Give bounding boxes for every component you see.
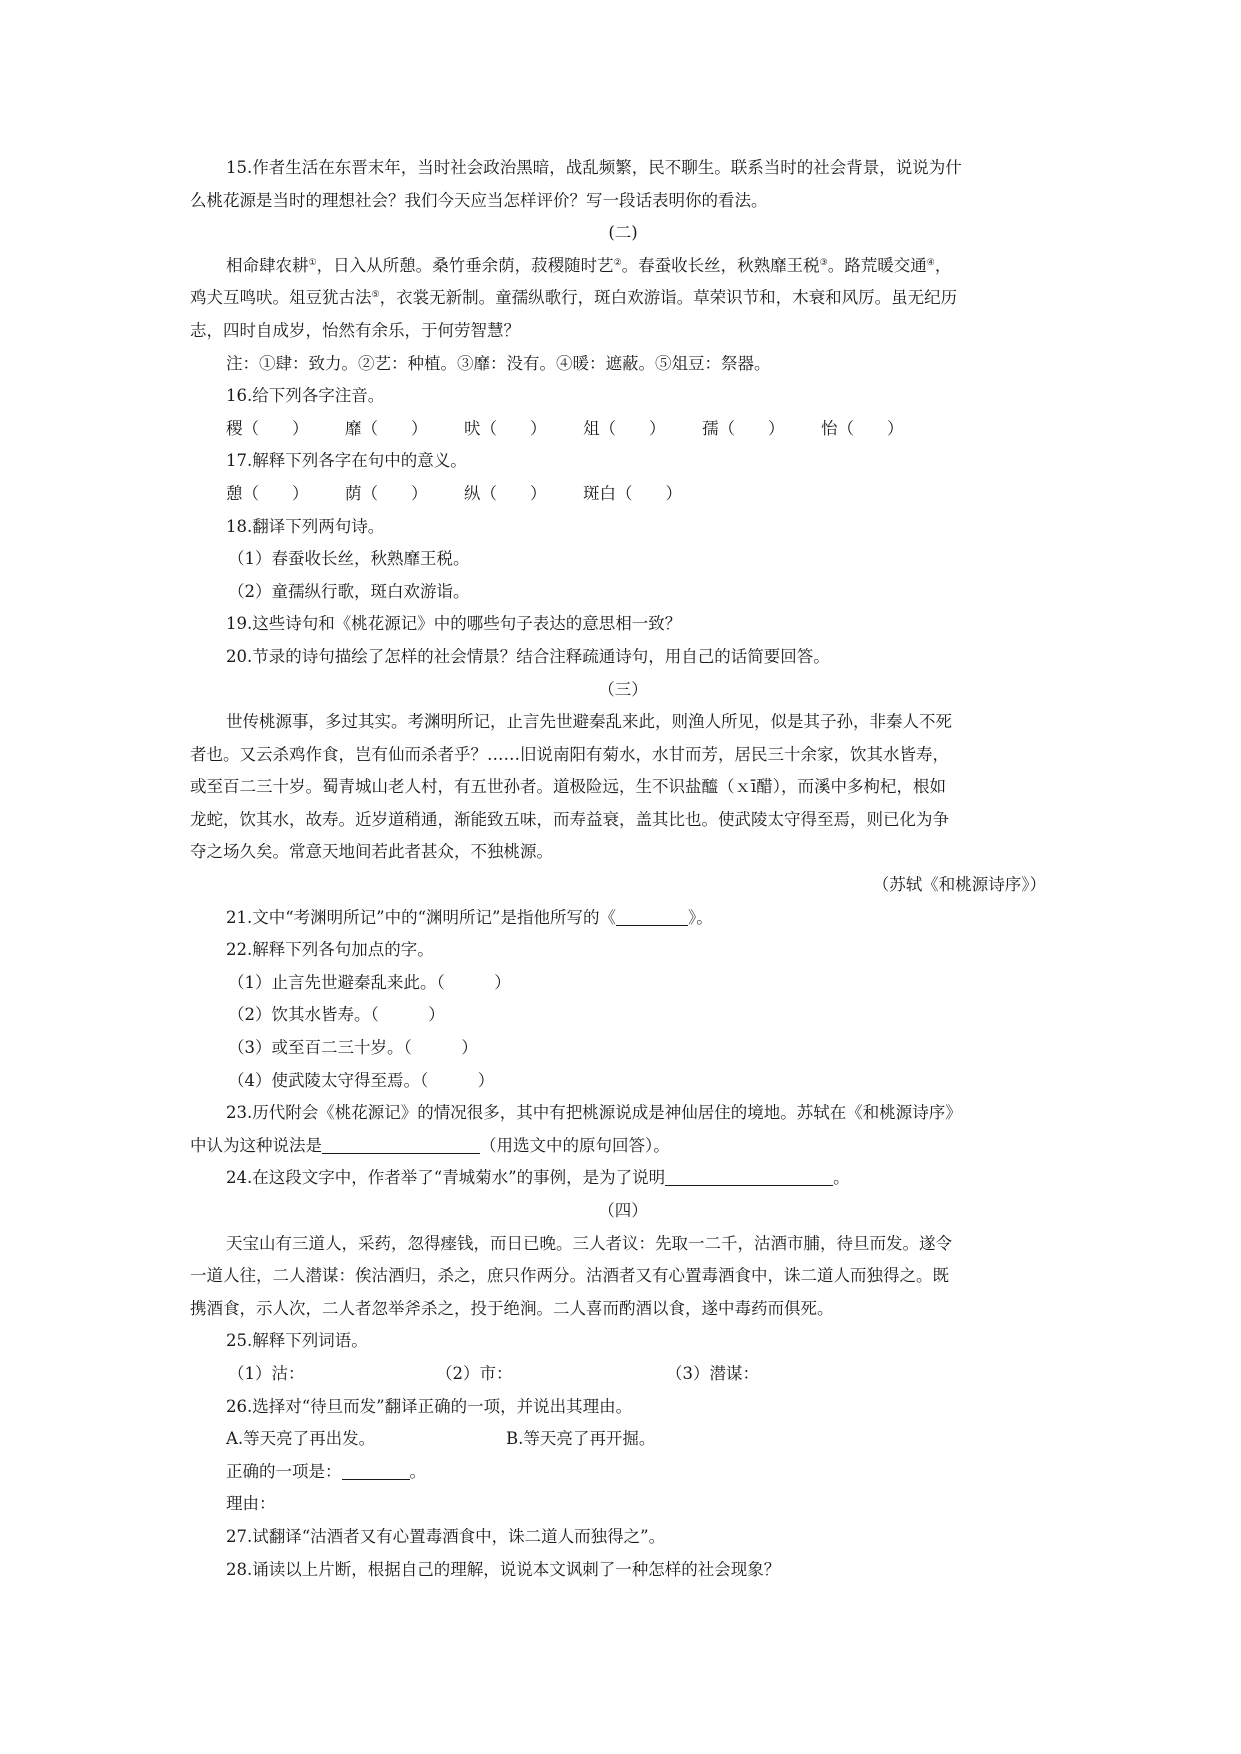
pinyin-blank[interactable]: 吠（ ） xyxy=(464,418,547,438)
footnote-mark: ③ xyxy=(819,257,828,268)
footnote-mark: ④ xyxy=(926,257,935,268)
answer-blank[interactable] xyxy=(665,1165,833,1186)
question-22-item1: （1）止言先世避秦乱来此。（ ） xyxy=(228,972,511,992)
question-17-items xyxy=(190,478,1056,511)
section-4-heading: （四） xyxy=(598,1201,648,1220)
question-17: 17.解释下列各字在句中的意义。 xyxy=(226,451,467,471)
answer-blank[interactable] xyxy=(322,1133,480,1154)
question-18: 18.翻译下列两句诗。 xyxy=(226,516,385,536)
passage-3-line5: 夺之场久矣。常意天地间若此者甚众，不独桃源。 xyxy=(190,842,553,862)
footnote-mark: ① xyxy=(308,257,317,268)
question-23-line2: 中认为这种说法是 （用选文中的原句回答）。 xyxy=(190,1130,1056,1163)
passage-4-line1: 天宝山有三道人，采药，忽得瘗钱，而日已晚。三人者议：先取一二千，沽酒市脯，待旦而发。遂令 xyxy=(226,1233,952,1253)
question-20: 20.节录的诗句描绘了怎样的社会情景？结合注释疏通诗句，用自己的话简要回答。 xyxy=(226,646,830,666)
option-a[interactable]: A.等天亮了再出发。 xyxy=(226,1429,376,1449)
passage-3-line4: 龙蛇，饮其水，故寿。近岁道稍通，渐能致五味，而寿益衰，盖其比也。使武陵太守得至焉，则已化为争 xyxy=(190,809,949,829)
question-26-answer: 正确的一项是： 。 xyxy=(190,1456,1056,1489)
passage-4-line2: 一道人往，二人潜谋：俟沽酒归，杀之，庶只作两分。沽酒者又有心置毒酒食中，诛二道人而独得之。既 xyxy=(190,1266,949,1286)
question-16: 16.给下列各字注音。 xyxy=(226,386,385,406)
meaning-blank[interactable]: 荫（ ） xyxy=(345,483,428,503)
question-24: 24.在这段文字中，作者举了“青城菊水”的事例，是为了说明 。 xyxy=(190,1162,1056,1195)
page-content xyxy=(190,152,1056,1586)
question-25: 25.解释下列词语。 xyxy=(226,1331,368,1351)
question-19: 19.这些诗句和《桃花源记》中的哪些句子表达的意思相一致？ xyxy=(226,614,682,634)
question-22: 22.解释下列各句加点的字。 xyxy=(226,940,434,960)
passage-3-source: （苏轼《和桃源诗序》） xyxy=(872,875,1046,895)
meaning-blank[interactable]: 纵（ ） xyxy=(464,483,547,503)
passage-3-line2: 者也。又云杀鸡作食，岂有仙而杀者乎？……旧说南阳有菊水，水甘而芳，居民三十余家，饮其水皆寿， xyxy=(190,744,949,764)
poem-line2: 鸡犬互鸣吠。俎豆犹古法⑤，衣裳无新制。童孺纵歌行，斑白欢游诣。草荣识节和，木衰和风厉。虽无纪历 xyxy=(190,288,958,308)
section-3-heading: （三） xyxy=(598,679,648,699)
question-15-line1: 15.作者生活在东晋末年，当时社会政治黑暗，战乱频繁，民不聊生。联系当时的社会背景，说说为什 xyxy=(226,158,962,177)
footnote-mark: ② xyxy=(613,257,622,268)
poem-line1: 相命肆农耕①，日入从所憩。桑竹垂余荫，菽稷随时艺②。春蚕收长丝，秋熟靡王税③。路荒暖交通④， xyxy=(226,255,952,275)
answer-blank[interactable] xyxy=(342,1459,410,1480)
question-21: 21.文中“考渊明所记”中的“渊明所记”是指他所写的《 》。 xyxy=(190,902,1056,935)
word-answer[interactable]: （2）市： xyxy=(436,1363,513,1383)
poem-notes: 注：①肆：致力。②艺：种植。③靡：没有。④暖：遮蔽。⑤俎豆：祭器。 xyxy=(226,353,771,373)
question-25-items xyxy=(190,1358,1056,1391)
question-26: 26.选择对“待旦而发”翻译正确的一项，并说出其理由。 xyxy=(226,1396,633,1416)
question-22-item3: （3）或至百二三十岁。（ ） xyxy=(228,1038,478,1058)
question-28: 28.诵读以上片断，根据自己的理解，说说本文讽刺了一种怎样的社会现象？ xyxy=(226,1559,781,1579)
pinyin-blank[interactable]: 怡（ ） xyxy=(821,418,904,438)
question-22-item2: （2）饮其水皆寿。（ ） xyxy=(228,1005,445,1025)
passage-3-line3: 或至百二三十岁。蜀青城山老人村，有五世孙者。道极险远，生不识盐醯（ｘī醋），而溪中多枸杞，根如 xyxy=(190,777,947,797)
question-18-item2: （2）童孺纵行歌，斑白欢游诣。 xyxy=(228,581,470,601)
word-answer[interactable]: （1）沽： xyxy=(228,1363,305,1383)
poem-line3: 志，四时自成岁，怡然有余乐，于何劳智慧？ xyxy=(190,320,520,340)
pinyin-blank[interactable]: 靡（ ） xyxy=(345,418,428,438)
pinyin-blank[interactable]: 俎（ ） xyxy=(583,418,666,438)
pinyin-blank[interactable]: 稷（ ） xyxy=(226,418,309,438)
meaning-blank[interactable]: 斑白（ ） xyxy=(583,483,682,503)
option-b[interactable]: B.等天亮了再开掘。 xyxy=(506,1429,656,1449)
question-27: 27.试翻译“沽酒者又有心置毒酒食中，诛二道人而独得之”。 xyxy=(226,1526,666,1546)
question-15-line2: 么桃花源是当时的理想社会？我们今天应当怎样评价？写一段话表明你的看法。 xyxy=(190,190,768,210)
question-16-items xyxy=(190,413,1056,446)
passage-3-line1: 世传桃源事，多过其实。考渊明所记，止言先世避秦乱来此，则渔人所见，似是其子孙，非秦人不死 xyxy=(226,712,952,732)
question-26-options xyxy=(190,1423,1056,1456)
question-18-item1: （1）春蚕收长丝，秋熟靡王税。 xyxy=(228,549,470,569)
word-answer[interactable]: （3）潜谋： xyxy=(666,1363,759,1383)
passage-4-line3: 携酒食，示人次，二人者忽举斧杀之，投于绝涧。二人喜而酌酒以食，遂中毒药而俱死。 xyxy=(190,1298,834,1318)
section-2-heading: (二) xyxy=(608,223,638,243)
footnote-mark: ⑤ xyxy=(371,290,380,301)
meaning-blank[interactable]: 憩（ ） xyxy=(226,483,309,503)
pinyin-blank[interactable]: 孺（ ） xyxy=(702,418,785,438)
question-23-line1: 23.历代附会《桃花源记》的情况很多，其中有把桃源说成是神仙居住的境地。苏轼在《和桃源诗序》 xyxy=(226,1103,962,1123)
question-22-item4: （4）使武陵太守得至焉。（ ） xyxy=(228,1070,495,1090)
question-26-reason: 理由： xyxy=(226,1494,276,1514)
answer-blank[interactable] xyxy=(616,905,688,926)
